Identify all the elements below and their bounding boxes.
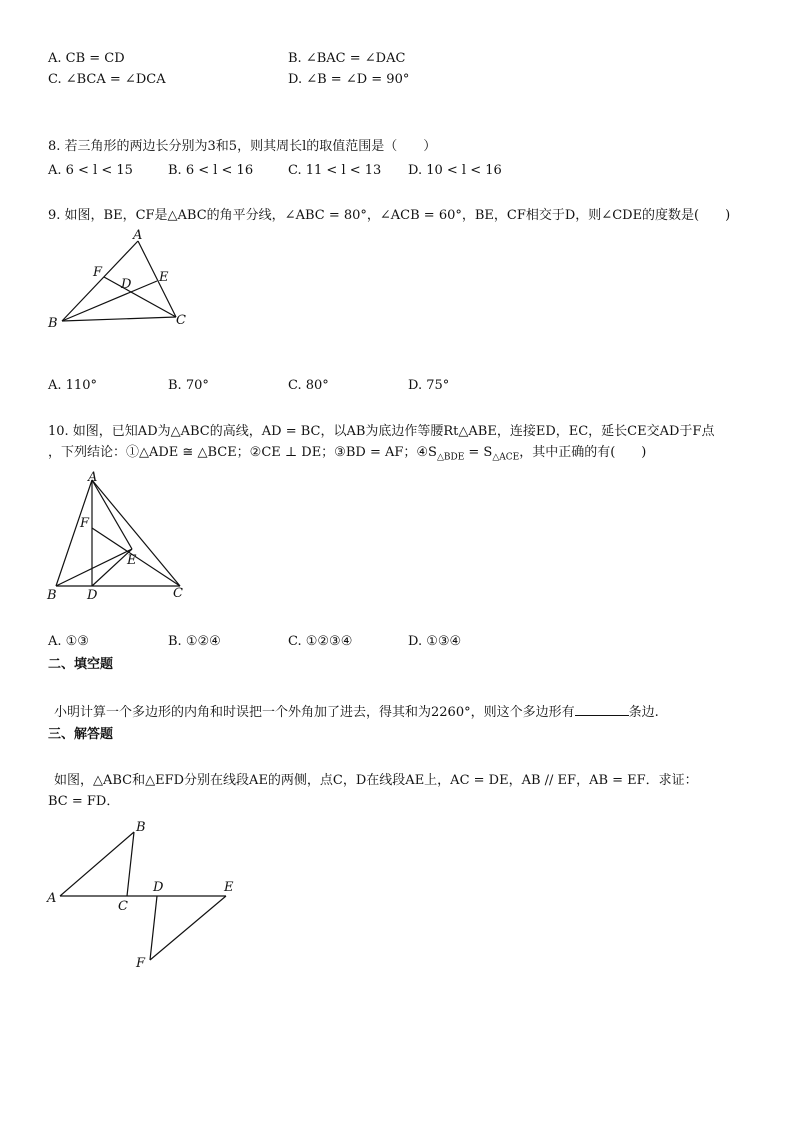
q10-option-b: B. ①②④ [168,634,221,649]
q8-option-a: A. 6 < l < 15 [48,163,133,178]
proof-segment-bc [127,832,134,896]
q9-option-b: B. 70° [168,378,209,393]
q10-label-a: A [88,470,98,485]
q9-option-a: A. 110° [48,378,97,393]
proof-question-line1: 如图，△ABC和△EFD分别在线段AE的两侧，点C，D在线段AE上，AC = DE，AB // EF，AB = EF．求证： [54,773,698,788]
proof-question-line2: BC = FD． [48,794,120,809]
q9-label-d: D [121,277,132,292]
q9-option-c: C. 80° [288,378,329,393]
q10-option-c: C. ①②③④ [288,634,353,649]
q9-label-a: A [133,228,143,243]
q8-option-c: C. 11 < l < 13 [288,163,382,178]
q10-stem-line1: 10. 如图，已知AD为△ABC的高线，AD = BC，以AB为底边作等腰Rt△ABE，连接ED，EC，延长CE交AD于F点 [48,424,715,439]
q9-label-e: E [159,270,169,285]
q9-label-c: C [176,313,186,328]
q7-option-d: D. ∠B = ∠D = 90° [288,72,410,87]
fill-blank-text-post: 条边. [628,705,659,720]
proof-label-c: C [118,899,128,914]
q8-stem: 8. 若三角形的两边长分别为3和5，则其周长l的取值范围是（ ） [48,139,437,154]
q10-label-d: D [87,588,98,603]
q9-option-d: D. 75° [408,378,450,393]
q9-label-b: B [48,316,58,331]
q10-stem-post: ，其中正确的有( ) [519,445,647,460]
q7-option-a: A. CB = CD [48,51,125,66]
proof-segment-ab [60,832,134,896]
q7-option-c: C. ∠BCA = ∠DCA [48,72,166,87]
section-fill-blank-title: 二、填空题 [48,657,114,672]
q10-label-e: E [127,553,137,568]
q10-label-c: C [173,586,183,601]
q9-stem: 9. 如图，BE，CF是△ABC的角平分线，∠ABC = 80°，∠ACB = 60°，BE，CF相交于D，则∠CDE的度数是( ) [48,208,731,223]
q8-option-b: B. 6 < l < 16 [168,163,254,178]
q8-option-d: D. 10 < l < 16 [408,163,502,178]
proof-label-b: B [136,820,146,835]
q10-option-d: D. ①③④ [408,634,462,649]
q10-stem-mid: = S [464,445,493,460]
fill-blank-text-pre: 小明计算一个多边形的内角和时误把一个外角加了进去，得其和为2260°，则这个多边形有 [54,705,575,720]
proof-label-d: D [153,880,164,895]
proof-segment-fd [150,896,157,960]
proof-segment-ef [150,896,226,960]
q10-area-sub-ace: △ACE [492,452,520,463]
section-solution-title: 三、解答题 [48,727,114,742]
q10-option-a: A. ①③ [48,634,89,649]
q10-stem-pre: ，下列结论：①△ADE ≅ △BCE；②CE ⊥ DE；③BD = AF；④S [48,445,437,460]
q10-label-b: B [47,588,57,603]
q10-label-f: F [80,516,90,531]
q9-label-f: F [93,265,103,280]
proof-label-e: E [224,880,234,895]
q10-area-sub-bde: △BDE [436,452,465,463]
proof-label-f: F [136,956,146,971]
proof-label-a: A [47,891,57,906]
q7-option-b: B. ∠BAC = ∠DAC [288,51,406,66]
